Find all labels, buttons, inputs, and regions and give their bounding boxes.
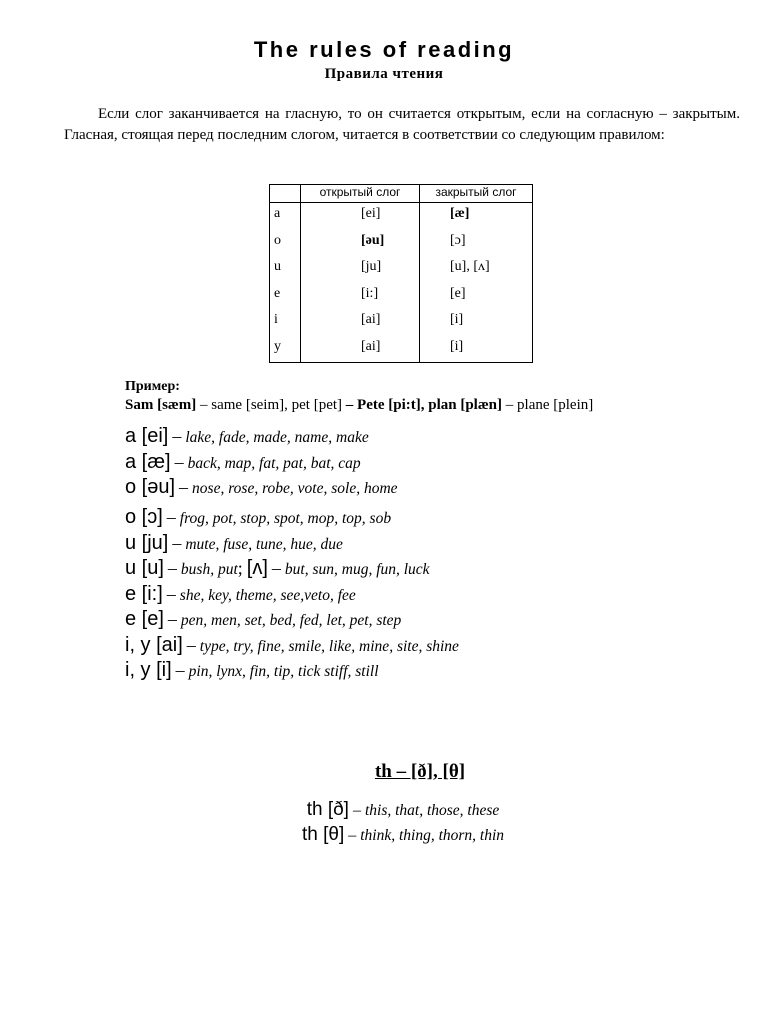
open-syllable-cell: [ai] <box>301 309 420 336</box>
rule-sound: e [e] <box>125 608 164 630</box>
rule-sound: e [i:] <box>125 582 163 605</box>
th-line: th [ð] – this, that, those, these <box>306 799 500 820</box>
example-part: – plane [plein] <box>502 397 594 413</box>
example-part: – Pete [pi:t], plan [plæn] <box>345 397 503 413</box>
table-row <box>270 283 533 310</box>
closed-syllable-cell: [u], [ʌ] <box>420 256 533 283</box>
example-part: – same [seim], pet [pet] <box>196 397 346 413</box>
rule-words: she, key, theme, see,veto, fee <box>179 586 356 604</box>
rule-line: a [ei] – lake, fade, made, name, make <box>125 425 369 447</box>
table-row <box>270 336 533 363</box>
open-syllable-cell: [ai] <box>301 336 420 363</box>
example-line <box>125 397 593 414</box>
vowel-cell: u <box>270 256 301 283</box>
closed-syllable-cell: [i] <box>420 336 533 363</box>
rule-sound: a [ei] <box>125 425 169 447</box>
table-header-row <box>270 185 533 203</box>
rule-line: i, y [ai] – type, try, fine, smile, like, mine, site, shine <box>125 633 459 656</box>
table-row <box>270 203 533 230</box>
th-sound: th [ð] <box>306 799 349 820</box>
rule-words: but, sun, mug, fun, luck <box>284 561 430 578</box>
th-words: this, that, those, these <box>364 802 500 819</box>
rule-line: e [e] – pen, men, set, bed, fed, let, pet, step <box>125 608 402 630</box>
rule-words: mute, fuse, tune, hue, due <box>185 535 343 553</box>
rule-words: frog, pot, stop, spot, mop, top, sob <box>179 509 392 527</box>
rule-sound: i, y [i] <box>125 659 172 681</box>
th-sound: th [θ] <box>301 824 345 845</box>
vowel-cell: y <box>270 336 301 363</box>
rule-words: lake, fade, made, name, make <box>185 429 369 446</box>
rule-line: o [ɔ] – frog, pot, stop, spot, mop, top, sob <box>125 505 392 528</box>
rule-sound: u [u] <box>125 557 164 579</box>
rule-line: u [ju] – mute, fuse, tune, hue, due <box>125 531 343 554</box>
vowel-cell: i <box>270 309 301 336</box>
table-row <box>270 309 533 336</box>
rule-line: a [æ] – back, map, fat, pat, bat, cap <box>125 450 361 473</box>
th-line: th [θ] – think, thing, thorn, thin <box>301 824 505 845</box>
vowel-table <box>269 184 533 363</box>
rule-words: type, try, fine, smile, like, mine, site, shine <box>199 637 459 655</box>
closed-syllable-cell: [æ] <box>420 203 533 230</box>
table-row <box>270 256 533 283</box>
rule-words: back, map, fat, pat, bat, cap <box>187 454 361 472</box>
rule-words: pin, lynx, fin, tip, tick stiff, still <box>188 663 379 680</box>
page-subtitle: Правила чтения <box>324 66 444 82</box>
rule-line: u [u] – bush, put; [ʌ] – but, sun, mug, fun, luck <box>125 557 430 579</box>
rule-sound: u [ju] <box>125 531 169 554</box>
rule-sound: i, y [ai] <box>125 633 183 656</box>
open-syllable-cell: [əu] <box>301 230 420 257</box>
page-title: The rules of reading <box>253 37 515 62</box>
th-words: think, thing, thorn, thin <box>360 827 505 844</box>
intro-paragraph: Если слог заканчивается на гласную, то он считается открытым, если на согласную – закрытым. Гласная, стоящая перед последним слогом, читается в соответствии со следующим правилом: <box>64 106 740 143</box>
rule-line: o [əu] – nose, rose, robe, vote, sole, home <box>125 476 398 498</box>
table-header-closed: закрытый слог <box>420 185 533 203</box>
reading-rules-list <box>125 424 459 684</box>
table-row <box>270 230 533 257</box>
vowel-cell: o <box>270 230 301 257</box>
rule-words: bush, put <box>180 561 238 578</box>
open-syllable-cell: [ei] <box>301 203 420 230</box>
rule-line: i, y [i] – pin, lynx, fin, tip, tick stiff, still <box>125 659 379 681</box>
rule-words: nose, rose, robe, vote, sole, home <box>192 480 398 497</box>
rule-sound: o [əu] <box>125 476 176 498</box>
vowel-cell: a <box>270 203 301 230</box>
example-part: Sam [sæm] <box>125 397 197 413</box>
closed-syllable-cell: [i] <box>420 309 533 336</box>
closed-syllable-cell: [ɔ] <box>420 230 533 257</box>
rule-line: e [i:] – she, key, theme, see,veto, fee <box>125 582 356 605</box>
vowel-cell: e <box>270 283 301 310</box>
rule-sound: a [æ] <box>125 450 171 473</box>
rule-sound: o [ɔ] <box>125 505 163 528</box>
th-heading: th – [ð], [θ] <box>374 761 466 782</box>
rule-words: pen, men, set, bed, fed, let, pet, step <box>180 612 402 629</box>
example-label: Пример: <box>125 379 180 394</box>
closed-syllable-cell: [e] <box>420 283 533 310</box>
rule-sound: [ʌ] <box>246 557 268 579</box>
open-syllable-cell: [i:] <box>301 283 420 310</box>
th-rules <box>0 797 768 847</box>
open-syllable-cell: [ju] <box>301 256 420 283</box>
table-header-open: открытый слог <box>301 185 420 203</box>
table-header-vowel <box>270 185 301 203</box>
